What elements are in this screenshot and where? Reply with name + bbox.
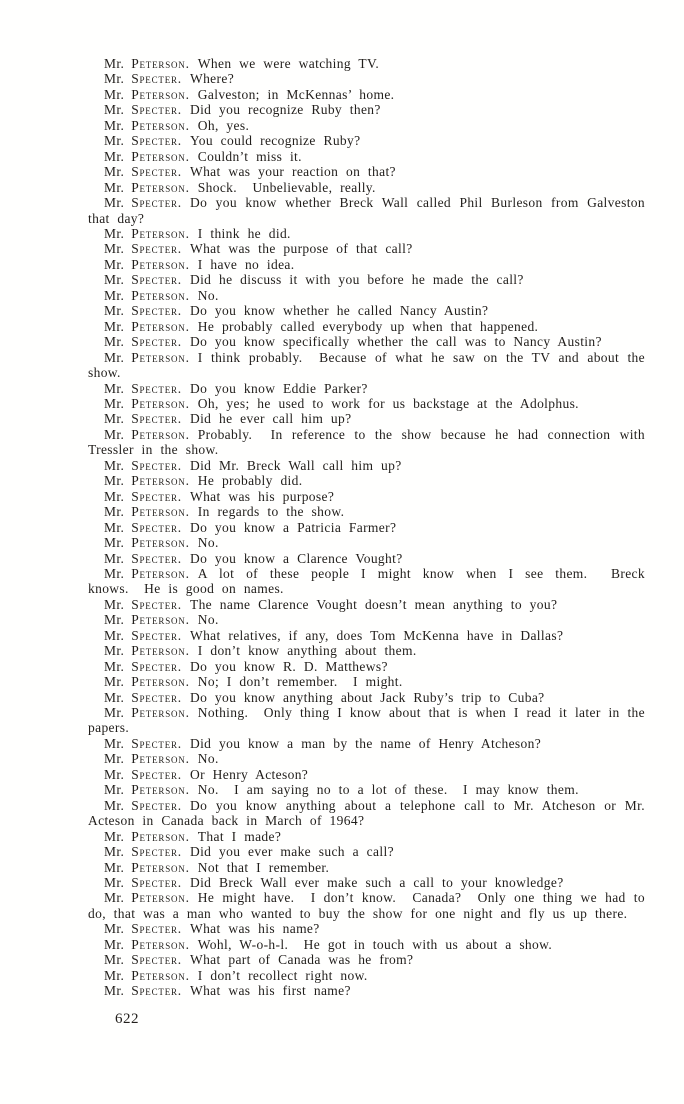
transcript-line — [88, 643, 645, 658]
speech-text: No. I am saying no to a lot of these. I may know them. — [197, 782, 579, 798]
speaker-surname: Peterson. — [131, 473, 190, 489]
speaker-honorific: Mr. — [104, 782, 125, 798]
transcript-line — [88, 272, 645, 287]
speaker-surname: Specter. — [131, 596, 182, 612]
speaker-honorific: Mr. — [104, 875, 125, 891]
transcript-line — [88, 705, 645, 736]
speech-text: Do you know anything about Jack Ruby’s trip to Cuba? — [189, 689, 545, 705]
speaker-honorific: Mr. — [104, 751, 125, 767]
speaker — [104, 798, 190, 813]
speech-text: I don’t know anything about them. — [197, 643, 417, 659]
transcript-line — [88, 782, 645, 797]
speaker-surname: Specter. — [131, 627, 182, 643]
speaker-surname: Peterson. — [131, 705, 190, 721]
speech-text: Probably. In reference to the show because he had connection with Tressler in the show. — [88, 426, 645, 458]
speaker-surname: Specter. — [131, 457, 182, 473]
speaker — [104, 860, 198, 875]
speaker — [104, 551, 190, 566]
speaker-surname: Peterson. — [131, 828, 190, 844]
speaker-surname: Specter. — [131, 797, 182, 813]
speaker — [104, 875, 190, 890]
transcript-line — [88, 968, 645, 983]
speaker-surname: Specter. — [131, 411, 182, 427]
speaker-surname: Peterson. — [131, 287, 190, 303]
transcript-line — [88, 921, 645, 936]
speaker-honorific: Mr. — [104, 334, 125, 350]
speech-text: Do you know R. D. Matthews? — [189, 658, 388, 674]
speaker-honorific: Mr. — [104, 473, 125, 489]
speaker-surname: Specter. — [131, 658, 182, 674]
speaker-surname: Specter. — [131, 921, 182, 937]
speaker — [104, 535, 198, 550]
speech-text: Did you ever make such a call? — [189, 844, 394, 860]
speaker — [104, 257, 198, 272]
speaker — [104, 195, 190, 210]
transcript-line — [88, 829, 645, 844]
speaker-surname: Peterson. — [131, 256, 190, 272]
speaker-honorific: Mr. — [104, 179, 125, 195]
transcript-line — [88, 489, 645, 504]
transcript-line — [88, 674, 645, 689]
speaker-surname: Peterson. — [131, 936, 190, 952]
speaker — [104, 520, 190, 535]
speech-text: No. — [197, 751, 219, 767]
speaker — [104, 504, 198, 519]
speaker-honorific: Mr. — [104, 550, 125, 566]
speech-text: Galveston; in McKennas’ home. — [197, 86, 395, 102]
speaker-surname: Specter. — [131, 952, 182, 968]
transcript-line — [88, 659, 645, 674]
speaker-surname: Peterson. — [131, 535, 190, 551]
transcript-line — [88, 102, 645, 117]
speaker-surname: Peterson. — [131, 751, 190, 767]
transcript-line — [88, 860, 645, 875]
speaker — [104, 381, 190, 396]
speaker-honorific: Mr. — [104, 318, 125, 334]
transcript-line — [88, 612, 645, 627]
speech-text: Nothing. Only thing I know about that is when I read it later in the papers. — [88, 705, 645, 736]
speech-text: What was your reaction on that? — [189, 164, 396, 180]
speaker-honorific: Mr. — [104, 241, 125, 257]
speech-text: Do you know anything about a telephone call to Mr. Atcheson or Mr. Acteson in Canada back in March of 1964? — [88, 797, 645, 829]
speaker — [104, 164, 190, 179]
transcript-line — [88, 288, 645, 303]
transcript-line — [88, 56, 645, 71]
speaker-honorific: Mr. — [104, 71, 125, 87]
speech-text: Couldn’t miss it. — [197, 148, 302, 164]
speaker — [104, 829, 198, 844]
speaker — [104, 690, 190, 705]
transcript-line — [88, 504, 645, 519]
speaker-honorific: Mr. — [104, 102, 125, 118]
speaker-surname: Peterson. — [131, 318, 190, 334]
speaker — [104, 350, 198, 365]
speaker — [104, 272, 190, 287]
speaker-honorific: Mr. — [104, 565, 125, 581]
speech-text: Shock. Unbelievable, really. — [197, 179, 376, 195]
speaker — [104, 612, 198, 627]
speaker — [104, 102, 190, 117]
transcript-line — [88, 875, 645, 890]
speaker-honorific: Mr. — [104, 395, 125, 411]
speaker-honorific: Mr. — [104, 535, 125, 551]
speaker — [104, 71, 190, 86]
speaker-honorific: Mr. — [104, 627, 125, 643]
speaker-surname: Specter. — [131, 519, 182, 535]
speaker-honorific: Mr. — [104, 225, 125, 241]
speaker — [104, 458, 190, 473]
speech-text: He probably did. — [197, 473, 303, 489]
speaker-honorific: Mr. — [104, 828, 125, 844]
speaker-surname: Specter. — [131, 488, 182, 504]
transcript-line — [88, 241, 645, 256]
speaker-surname: Specter. — [131, 735, 182, 751]
speech-text: What was his first name? — [189, 983, 351, 999]
speaker-honorific: Mr. — [104, 967, 125, 983]
speaker — [104, 411, 190, 426]
speaker — [104, 674, 198, 689]
speech-text: What was his purpose? — [189, 488, 335, 504]
transcript-line — [88, 195, 645, 226]
transcript-line — [88, 458, 645, 473]
speaker-honorific: Mr. — [104, 195, 125, 211]
speaker-honorific: Mr. — [104, 890, 125, 906]
speaker-honorific: Mr. — [104, 164, 125, 180]
speaker — [104, 767, 190, 782]
speaker-surname: Peterson. — [131, 890, 190, 906]
transcript-line — [88, 118, 645, 133]
speaker — [104, 628, 190, 643]
speech-text: Do you know whether he called Nancy Austin? — [189, 303, 489, 319]
transcript-line — [88, 597, 645, 612]
speech-text: You could recognize Ruby? — [189, 133, 361, 149]
transcript-line — [88, 396, 645, 411]
transcript-line — [88, 566, 645, 597]
transcript-line — [88, 736, 645, 751]
speech-text: The name Clarence Vought doesn’t mean anything to you? — [189, 596, 558, 612]
speaker-honorific: Mr. — [104, 457, 125, 473]
speaker — [104, 149, 198, 164]
speech-text: What was the purpose of that call? — [189, 241, 413, 257]
speech-text: A lot of these people I might know when I see them. Breck knows. He is good on names. — [88, 565, 645, 597]
speaker-surname: Specter. — [131, 983, 182, 999]
speech-text: I don’t recollect right now. — [197, 967, 368, 983]
speaker-surname: Peterson. — [131, 504, 190, 520]
speaker-honorific: Mr. — [104, 519, 125, 535]
transcript-line — [88, 751, 645, 766]
speaker — [104, 782, 198, 797]
speaker-surname: Specter. — [131, 133, 182, 149]
transcript-line — [88, 937, 645, 952]
transcript-line — [88, 628, 645, 643]
speaker-honorific: Mr. — [104, 596, 125, 612]
page-number: 622 — [115, 1010, 139, 1027]
speaker — [104, 56, 198, 71]
speaker-surname: Specter. — [131, 241, 182, 257]
speaker-surname: Peterson. — [131, 643, 190, 659]
transcript-line — [88, 767, 645, 782]
speaker — [104, 334, 190, 349]
speaker-surname: Peterson. — [131, 967, 190, 983]
speaker-surname: Peterson. — [131, 179, 190, 195]
transcript-line — [88, 87, 645, 102]
speaker-honorific: Mr. — [104, 349, 125, 365]
transcript-line — [88, 411, 645, 426]
transcript-line — [88, 319, 645, 334]
speaker — [104, 566, 198, 581]
speaker — [104, 226, 198, 241]
transcript-line — [88, 427, 645, 458]
transcript-line — [88, 535, 645, 550]
speaker — [104, 473, 198, 488]
speaker-surname: Specter. — [131, 303, 182, 319]
speech-text: Do you know specifically whether the call was to Nancy Austin? — [189, 334, 602, 350]
speaker — [104, 87, 198, 102]
speaker-surname: Peterson. — [131, 56, 190, 71]
speech-text: What part of Canada was he from? — [189, 952, 414, 968]
speaker-honorific: Mr. — [104, 859, 125, 875]
transcript-line — [88, 71, 645, 86]
transcript-line — [88, 303, 645, 318]
speaker-honorific: Mr. — [104, 133, 125, 149]
speaker — [104, 937, 198, 952]
speaker-honorific: Mr. — [104, 658, 125, 674]
speech-text: Oh, yes; he used to work for us backstage at the Adolphus. — [197, 395, 579, 411]
speaker — [104, 319, 198, 334]
speaker — [104, 118, 198, 133]
speech-text: Oh, yes. — [197, 117, 250, 133]
speaker-honorific: Mr. — [104, 86, 125, 102]
speaker — [104, 983, 190, 998]
speaker-honorific: Mr. — [104, 612, 125, 628]
speaker-surname: Peterson. — [131, 395, 190, 411]
speech-text: Do you know Eddie Parker? — [189, 380, 368, 396]
speech-text: Did you know a man by the name of Henry Atcheson? — [189, 735, 542, 751]
speaker — [104, 303, 190, 318]
speaker-honorific: Mr. — [104, 426, 125, 442]
speaker-honorific: Mr. — [104, 797, 125, 813]
speaker-honorific: Mr. — [104, 766, 125, 782]
speaker — [104, 921, 190, 936]
transcript-line — [88, 798, 645, 829]
speech-text: I think probably. Because of what he saw on the TV and about the show. — [88, 349, 645, 381]
speech-text: Or Henry Acteson? — [189, 766, 309, 782]
speech-text: I have no idea. — [197, 256, 295, 272]
speech-text: What relatives, if any, does Tom McKenna have in Dallas? — [189, 627, 564, 643]
speaker-surname: Specter. — [131, 272, 182, 288]
transcript-line — [88, 473, 645, 488]
speaker-surname: Specter. — [131, 164, 182, 180]
speaker — [104, 180, 198, 195]
speaker-honorific: Mr. — [104, 287, 125, 303]
speaker-honorific: Mr. — [104, 952, 125, 968]
speaker-surname: Peterson. — [131, 782, 190, 798]
speaker-honorific: Mr. — [104, 643, 125, 659]
transcript-line — [88, 520, 645, 535]
speech-text: No; I don’t remember. I might. — [197, 674, 403, 690]
speech-text: What was his name? — [189, 921, 320, 937]
transcript-line — [88, 350, 645, 381]
transcript-line — [88, 334, 645, 349]
speaker-surname: Specter. — [131, 380, 182, 396]
speech-text: Do you know a Clarence Vought? — [189, 550, 403, 566]
speech-text: Did he discuss it with you before he made the call? — [189, 272, 524, 288]
speaker-surname: Peterson. — [131, 426, 190, 442]
transcript-line — [88, 257, 645, 272]
speaker — [104, 489, 190, 504]
speaker-honorific: Mr. — [104, 936, 125, 952]
speaker-honorific: Mr. — [104, 117, 125, 133]
speech-text: When we were watching TV. — [197, 56, 380, 71]
speaker-honorific: Mr. — [104, 148, 125, 164]
speaker-honorific: Mr. — [104, 689, 125, 705]
speaker-surname: Peterson. — [131, 225, 190, 241]
speaker-honorific: Mr. — [104, 256, 125, 272]
transcript-line — [88, 890, 645, 921]
speaker-surname: Specter. — [131, 550, 182, 566]
transcript-line — [88, 844, 645, 859]
transcript-line — [88, 690, 645, 705]
speaker-surname: Specter. — [131, 334, 182, 350]
speaker — [104, 751, 198, 766]
speech-text: Wohl, W-o-h-l. He got in touch with us about a show. — [197, 936, 553, 952]
speech-text: Where? — [189, 71, 235, 87]
speech-text: He probably called everybody up when that happened. — [197, 318, 539, 334]
speech-text: Did Mr. Breck Wall call him up? — [189, 457, 402, 473]
speaker — [104, 736, 190, 751]
speaker-honorific: Mr. — [104, 921, 125, 937]
speech-text: That I made? — [197, 828, 282, 844]
speaker — [104, 597, 190, 612]
speech-text: No. — [197, 287, 219, 303]
speaker — [104, 705, 198, 720]
transcript-line — [88, 164, 645, 179]
speaker-surname: Specter. — [131, 71, 182, 87]
speech-text: Do you know a Patricia Farmer? — [189, 519, 397, 535]
speaker-surname: Specter. — [131, 689, 182, 705]
transcript-line — [88, 180, 645, 195]
speaker-surname: Specter. — [131, 875, 182, 891]
speech-text: He might have. I don’t know. Canada? Only one thing we had to do, that was a man who wanted to buy the show for one night and fly us up there. — [88, 890, 645, 921]
speaker — [104, 844, 190, 859]
transcript — [88, 56, 645, 999]
speaker-honorific: Mr. — [104, 705, 125, 721]
transcript-line — [88, 149, 645, 164]
speaker — [104, 241, 190, 256]
transcript-line — [88, 551, 645, 566]
speaker-surname: Peterson. — [131, 612, 190, 628]
speaker — [104, 659, 190, 674]
speaker-surname: Peterson. — [131, 117, 190, 133]
speaker-honorific: Mr. — [104, 844, 125, 860]
speaker — [104, 288, 198, 303]
speaker-honorific: Mr. — [104, 488, 125, 504]
speaker-honorific: Mr. — [104, 411, 125, 427]
speaker-honorific: Mr. — [104, 56, 125, 71]
speaker — [104, 427, 198, 442]
speaker-honorific: Mr. — [104, 504, 125, 520]
speaker-surname: Specter. — [131, 766, 182, 782]
transcript-line — [88, 381, 645, 396]
speaker-surname: Specter. — [131, 844, 182, 860]
speech-text: In regards to the show. — [197, 504, 345, 520]
speaker — [104, 952, 190, 967]
speaker — [104, 133, 190, 148]
speech-text: I think he did. — [197, 225, 291, 241]
transcript-line — [88, 226, 645, 241]
speech-text: Did you recognize Ruby then? — [189, 102, 381, 118]
speaker-surname: Peterson. — [131, 859, 190, 875]
speaker-honorific: Mr. — [104, 380, 125, 396]
speech-text: Not that I remember. — [197, 859, 330, 875]
speaker-surname: Peterson. — [131, 148, 190, 164]
speaker — [104, 396, 198, 411]
speaker-surname: Peterson. — [131, 349, 190, 365]
speaker-honorific: Mr. — [104, 272, 125, 288]
transcript-line — [88, 952, 645, 967]
speech-text: No. — [197, 612, 219, 628]
speaker-surname: Peterson. — [131, 86, 190, 102]
speech-text: Did Breck Wall ever make such a call to your knowledge? — [189, 875, 564, 891]
speech-text: No. — [197, 535, 219, 551]
transcript-line — [88, 133, 645, 148]
speaker-honorific: Mr. — [104, 674, 125, 690]
speech-text: Did he ever call him up? — [189, 411, 352, 427]
transcript-line — [88, 983, 645, 998]
speaker-surname: Specter. — [131, 102, 182, 118]
speaker-surname: Specter. — [131, 195, 182, 211]
speaker-surname: Peterson. — [131, 565, 190, 581]
speaker — [104, 890, 198, 905]
speaker-honorific: Mr. — [104, 303, 125, 319]
speaker — [104, 643, 198, 658]
speech-text: Do you know whether Breck Wall called Phil Burleson from Galveston that day? — [88, 195, 645, 226]
speaker-honorific: Mr. — [104, 983, 125, 999]
speaker-surname: Peterson. — [131, 674, 190, 690]
speaker — [104, 968, 198, 983]
speaker-honorific: Mr. — [104, 735, 125, 751]
